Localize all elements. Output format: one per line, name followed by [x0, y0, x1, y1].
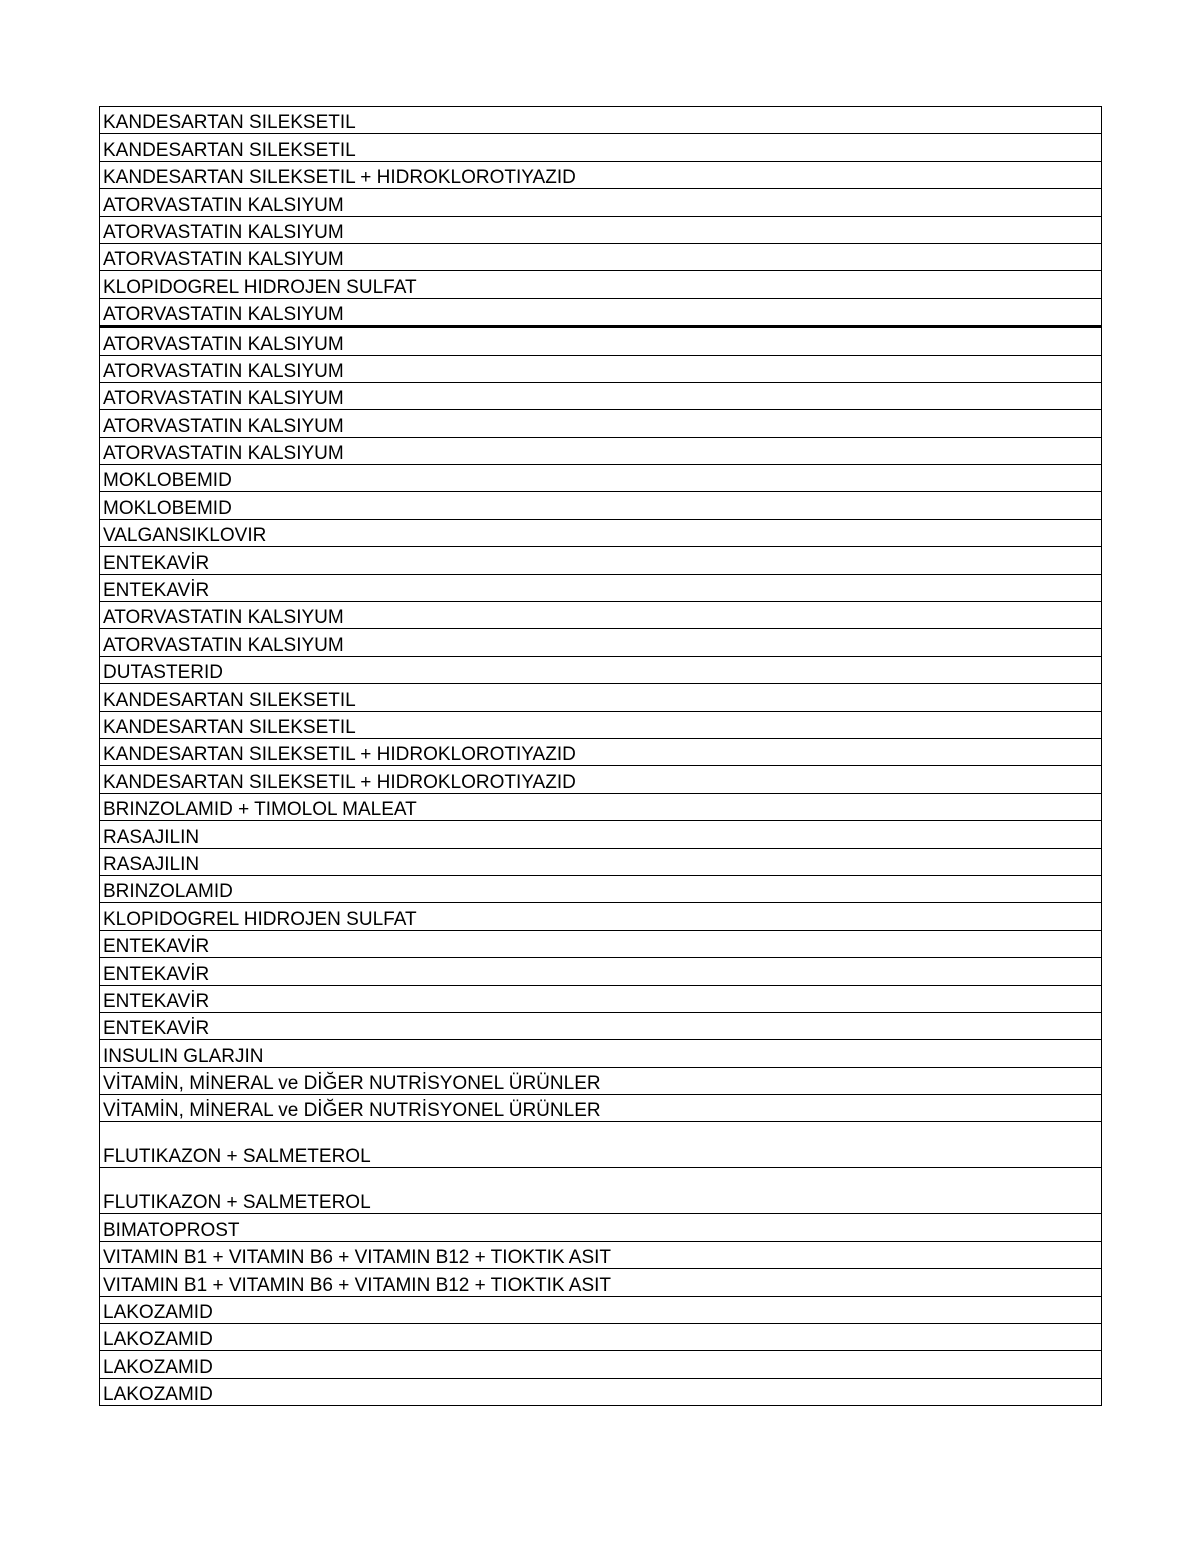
drug-name-cell: ATORVASTATIN KALSIYUM [100, 298, 1102, 326]
drug-name-cell: ATORVASTATIN KALSIYUM [100, 437, 1102, 464]
drug-name-cell: VITAMIN B1 + VITAMIN B6 + VITAMIN B12 + TIOKTIK ASIT [100, 1241, 1102, 1268]
table-row [100, 793, 1102, 820]
drug-name-cell: KLOPIDOGREL HIDROJEN SULFAT [100, 903, 1102, 930]
drug-name-cell: KANDESARTAN SILEKSETIL [100, 134, 1102, 161]
drug-name-cell: ATORVASTATIN KALSIYUM [100, 382, 1102, 409]
drug-name-cell: LAKOZAMID [100, 1351, 1102, 1378]
drug-name-cell: LAKOZAMID [100, 1296, 1102, 1323]
table-row [100, 189, 1102, 216]
drug-name-cell: ATORVASTATIN KALSIYUM [100, 216, 1102, 243]
drug-name-cell: RASAJILIN [100, 848, 1102, 875]
drug-name-cell: KANDESARTAN SILEKSETIL [100, 711, 1102, 738]
table-row [100, 519, 1102, 546]
drug-name-cell: LAKOZAMID [100, 1324, 1102, 1351]
drug-name-cell: KLOPIDOGREL HIDROJEN SULFAT [100, 271, 1102, 298]
table-row [100, 1296, 1102, 1323]
table-row [100, 107, 1102, 134]
table-row [100, 492, 1102, 519]
drug-name-cell: KANDESARTAN SILEKSETIL + HIDROKLOROTIYAZID [100, 738, 1102, 765]
drug-name-cell: KANDESARTAN SILEKSETIL [100, 684, 1102, 711]
table-row [100, 271, 1102, 298]
table-row [100, 574, 1102, 601]
table-row [100, 547, 1102, 574]
drug-name-cell: VALGANSIKLOVIR [100, 519, 1102, 546]
table-row [100, 738, 1102, 765]
drug-name-cell: ENTEKAVİR [100, 574, 1102, 601]
drug-name-cell: VİTAMİN, MİNERAL ve DİĞER NUTRİSYONEL ÜRÜNLER [100, 1067, 1102, 1094]
table-row [100, 602, 1102, 629]
table-row [100, 1241, 1102, 1268]
table-row [100, 298, 1102, 326]
table-row [100, 1012, 1102, 1039]
table-row [100, 903, 1102, 930]
drug-name-cell: MOKLOBEMID [100, 465, 1102, 492]
drug-name-cell: KANDESARTAN SILEKSETIL [100, 107, 1102, 134]
drug-name-cell: DUTASTERID [100, 656, 1102, 683]
table-row [100, 1378, 1102, 1405]
drug-name-cell: ENTEKAVİR [100, 985, 1102, 1012]
drug-name-cell: ENTEKAVİR [100, 930, 1102, 957]
drug-name-cell: ATORVASTATIN KALSIYUM [100, 327, 1102, 355]
drug-list-table [99, 106, 1102, 1406]
drug-name-cell: ENTEKAVİR [100, 1012, 1102, 1039]
table-row [100, 1122, 1102, 1168]
drug-name-cell: ATORVASTATIN KALSIYUM [100, 410, 1102, 437]
table-row [100, 958, 1102, 985]
table-row [100, 243, 1102, 270]
table-row [100, 711, 1102, 738]
table-row [100, 410, 1102, 437]
table-row [100, 1095, 1102, 1122]
table-row [100, 437, 1102, 464]
drug-name-cell: FLUTIKAZON + SALMETEROL [100, 1122, 1102, 1168]
drug-name-cell: ATORVASTATIN KALSIYUM [100, 189, 1102, 216]
drug-name-cell: KANDESARTAN SILEKSETIL + HIDROKLOROTIYAZID [100, 766, 1102, 793]
table-row [100, 1214, 1102, 1241]
drug-name-cell: ATORVASTATIN KALSIYUM [100, 629, 1102, 656]
drug-name-cell: BRINZOLAMID [100, 875, 1102, 902]
drug-name-cell: LAKOZAMID [100, 1378, 1102, 1405]
drug-name-cell: KANDESARTAN SILEKSETIL + HIDROKLOROTIYAZID [100, 161, 1102, 188]
drug-name-cell: ENTEKAVİR [100, 958, 1102, 985]
drug-name-cell: INSULIN GLARJIN [100, 1040, 1102, 1067]
table-row [100, 875, 1102, 902]
table-row [100, 355, 1102, 382]
drug-name-cell: FLUTIKAZON + SALMETEROL [100, 1168, 1102, 1214]
drug-name-cell: MOKLOBEMID [100, 492, 1102, 519]
table-row [100, 1324, 1102, 1351]
table-row [100, 1040, 1102, 1067]
drug-list-body [100, 107, 1102, 1406]
drug-name-cell: BRINZOLAMID + TIMOLOL MALEAT [100, 793, 1102, 820]
table-row [100, 216, 1102, 243]
table-row [100, 930, 1102, 957]
drug-name-cell: ATORVASTATIN KALSIYUM [100, 355, 1102, 382]
drug-name-cell: ATORVASTATIN KALSIYUM [100, 243, 1102, 270]
drug-name-cell: BIMATOPROST [100, 1214, 1102, 1241]
table-row [100, 1067, 1102, 1094]
table-row [100, 465, 1102, 492]
table-row [100, 134, 1102, 161]
table-row [100, 382, 1102, 409]
table-row [100, 1351, 1102, 1378]
table-row [100, 629, 1102, 656]
table-row [100, 985, 1102, 1012]
table-row [100, 766, 1102, 793]
drug-name-cell: RASAJILIN [100, 821, 1102, 848]
drug-name-cell: ENTEKAVİR [100, 547, 1102, 574]
table-row [100, 684, 1102, 711]
drug-name-cell: VITAMIN B1 + VITAMIN B6 + VITAMIN B12 + TIOKTIK ASIT [100, 1269, 1102, 1296]
table-row [100, 848, 1102, 875]
table-row [100, 1168, 1102, 1214]
table-row [100, 1269, 1102, 1296]
drug-name-cell: VİTAMİN, MİNERAL ve DİĞER NUTRİSYONEL ÜRÜNLER [100, 1095, 1102, 1122]
table-row [100, 656, 1102, 683]
table-row [100, 327, 1102, 355]
table-row [100, 821, 1102, 848]
table-row [100, 161, 1102, 188]
drug-name-cell: ATORVASTATIN KALSIYUM [100, 602, 1102, 629]
